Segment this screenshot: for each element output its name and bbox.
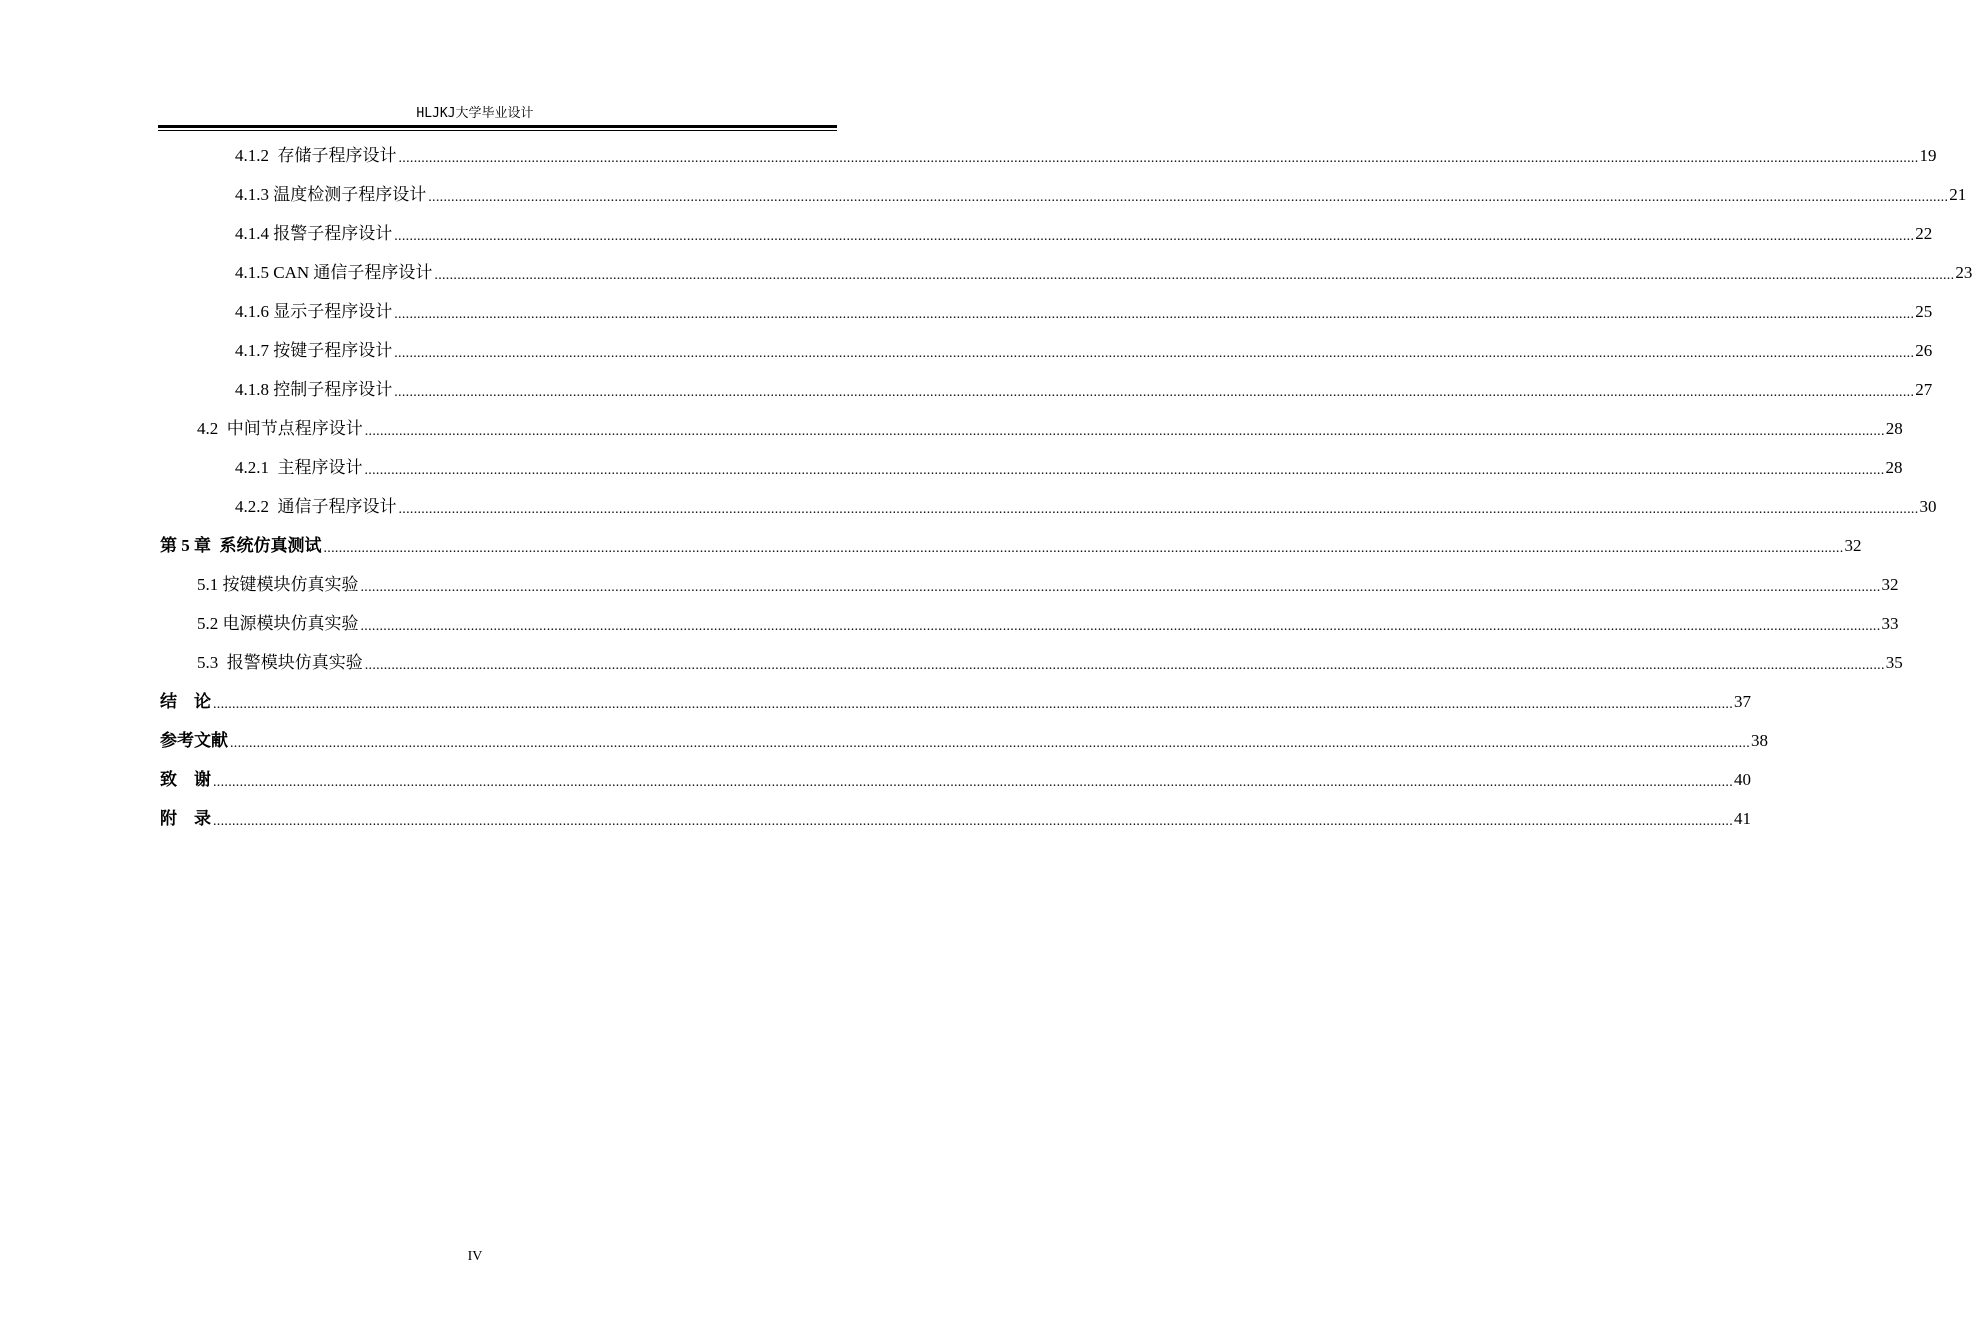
toc-entry-page: 21 xyxy=(1949,184,1967,204)
toc-leader-dots: ................................................................................................................................................................................................................................................................................................................................................................................................................ xyxy=(213,813,1733,829)
toc-entry-page: 22 xyxy=(1915,223,1933,243)
toc-leader-dots: ................................................................................................................................................................................................................................................................................................................................................................................................................ xyxy=(394,228,1915,244)
toc-leader-dots: ................................................................................................................................................................................................................................................................................................................................................................................................................ xyxy=(364,657,1885,673)
toc-entry-label: 4.1.7 按键子程序设计 xyxy=(235,340,393,360)
toc-leader-dots: ................................................................................................................................................................................................................................................................................................................................................................................................................ xyxy=(398,501,1919,517)
toc-entry-page: 26 xyxy=(1915,340,1933,360)
toc-entry[interactable] xyxy=(197,643,1903,682)
toc-entry-label: 4.1.5 CAN 通信子程序设计 xyxy=(235,262,433,282)
toc-entry[interactable] xyxy=(235,136,1937,175)
toc-entry-label: 附 录 xyxy=(160,808,211,828)
toc-entry[interactable] xyxy=(235,292,1933,331)
page-number: IV xyxy=(467,1249,483,1264)
toc-entry-page: 37 xyxy=(1734,691,1751,711)
toc-entry-page: 33 xyxy=(1881,613,1899,633)
toc-entry[interactable] xyxy=(160,799,1751,838)
toc-entry[interactable] xyxy=(197,565,1899,604)
toc-entry[interactable] xyxy=(235,331,1933,370)
header-title: HLJKJ大学毕业设计 xyxy=(416,106,534,121)
toc-entry[interactable] xyxy=(160,760,1751,799)
toc-leader-dots: ................................................................................................................................................................................................................................................................................................................................................................................................................ xyxy=(360,618,1881,634)
toc-leader-dots: ................................................................................................................................................................................................................................................................................................................................................................................................................ xyxy=(230,735,1750,751)
toc-entry-page: 19 xyxy=(1919,145,1937,165)
toc-leader-dots: ................................................................................................................................................................................................................................................................................................................................................................................................................ xyxy=(428,189,1949,205)
toc-entry[interactable] xyxy=(197,409,1903,448)
toc-entry-page: 41 xyxy=(1734,808,1751,828)
toc-entry-page: 35 xyxy=(1885,652,1903,672)
toc-entry-label: 4.1.8 控制子程序设计 xyxy=(235,379,393,399)
header-rule-thick xyxy=(158,125,837,128)
toc-entry-page: 28 xyxy=(1885,418,1903,438)
toc-entry-page: 30 xyxy=(1919,496,1937,516)
toc-leader-dots: ................................................................................................................................................................................................................................................................................................................................................................................................................ xyxy=(394,345,1915,361)
toc-entry[interactable] xyxy=(235,448,1903,487)
toc-entry-label: 4.1.4 报警子程序设计 xyxy=(235,223,393,243)
toc-entry-label: 4.1.3 温度检测子程序设计 xyxy=(235,184,427,204)
toc-leader-dots: ................................................................................................................................................................................................................................................................................................................................................................................................................ xyxy=(323,540,1844,556)
toc-entry-label: 参考文献 xyxy=(160,730,228,750)
toc-entry[interactable] xyxy=(160,682,1751,721)
toc-entry[interactable] xyxy=(235,370,1933,409)
toc-entry-label: 5.1 按键模块仿真实验 xyxy=(197,574,359,594)
toc-leader-dots: ................................................................................................................................................................................................................................................................................................................................................................................................................ xyxy=(394,384,1915,400)
toc-entry-page: 32 xyxy=(1844,535,1862,555)
toc-entry-page: 27 xyxy=(1915,379,1933,399)
toc-entry[interactable] xyxy=(160,526,1862,565)
toc-entry-label: 第 5 章 系统仿真测试 xyxy=(160,535,322,555)
toc-entry[interactable] xyxy=(197,604,1899,643)
toc-leader-dots: ................................................................................................................................................................................................................................................................................................................................................................................................................ xyxy=(394,306,1915,322)
toc-entry-label: 致 谢 xyxy=(160,769,211,789)
toc-leader-dots: ................................................................................................................................................................................................................................................................................................................................................................................................................ xyxy=(213,774,1733,790)
toc-leader-dots: ................................................................................................................................................................................................................................................................................................................................................................................................................ xyxy=(364,462,1885,478)
toc-entry-page: 23 xyxy=(1955,262,1972,282)
toc-leader-dots: ................................................................................................................................................................................................................................................................................................................................................................................................................ xyxy=(360,579,1881,595)
toc-entry-label: 4.1.2 存储子程序设计 xyxy=(235,145,397,165)
toc-entry[interactable] xyxy=(235,214,1933,253)
toc-entry[interactable] xyxy=(235,253,1972,292)
toc-entry[interactable] xyxy=(160,721,1768,760)
header-rule-thin xyxy=(158,130,837,131)
toc-entry-page: 28 xyxy=(1885,457,1903,477)
toc-entry-page: 40 xyxy=(1734,769,1751,789)
toc-entry-label: 4.2 中间节点程序设计 xyxy=(197,418,363,438)
toc-leader-dots: ................................................................................................................................................................................................................................................................................................................................................................................................................ xyxy=(213,696,1733,712)
toc-entry-label: 5.3 报警模块仿真实验 xyxy=(197,652,363,672)
toc-entry-label: 5.2 电源模块仿真实验 xyxy=(197,613,359,633)
toc-entry-page: 32 xyxy=(1881,574,1899,594)
toc-leader-dots: ................................................................................................................................................................................................................................................................................................................................................................................................................ xyxy=(364,423,1885,439)
toc-entry-page: 25 xyxy=(1915,301,1933,321)
toc-entry-label: 4.2.2 通信子程序设计 xyxy=(235,496,397,516)
toc-entry-label: 4.2.1 主程序设计 xyxy=(235,457,363,477)
toc-entry-page: 38 xyxy=(1751,730,1768,750)
toc-entry-label: 结 论 xyxy=(160,691,211,711)
toc-entry[interactable] xyxy=(235,487,1937,526)
toc-leader-dots: ................................................................................................................................................................................................................................................................................................................................................................................................................ xyxy=(398,150,1919,166)
toc-entry-label: 4.1.6 显示子程序设计 xyxy=(235,301,393,321)
toc-entry[interactable] xyxy=(235,175,1967,214)
toc-leader-dots: ................................................................................................................................................................................................................................................................................................................................................................................................................ xyxy=(434,267,1955,283)
